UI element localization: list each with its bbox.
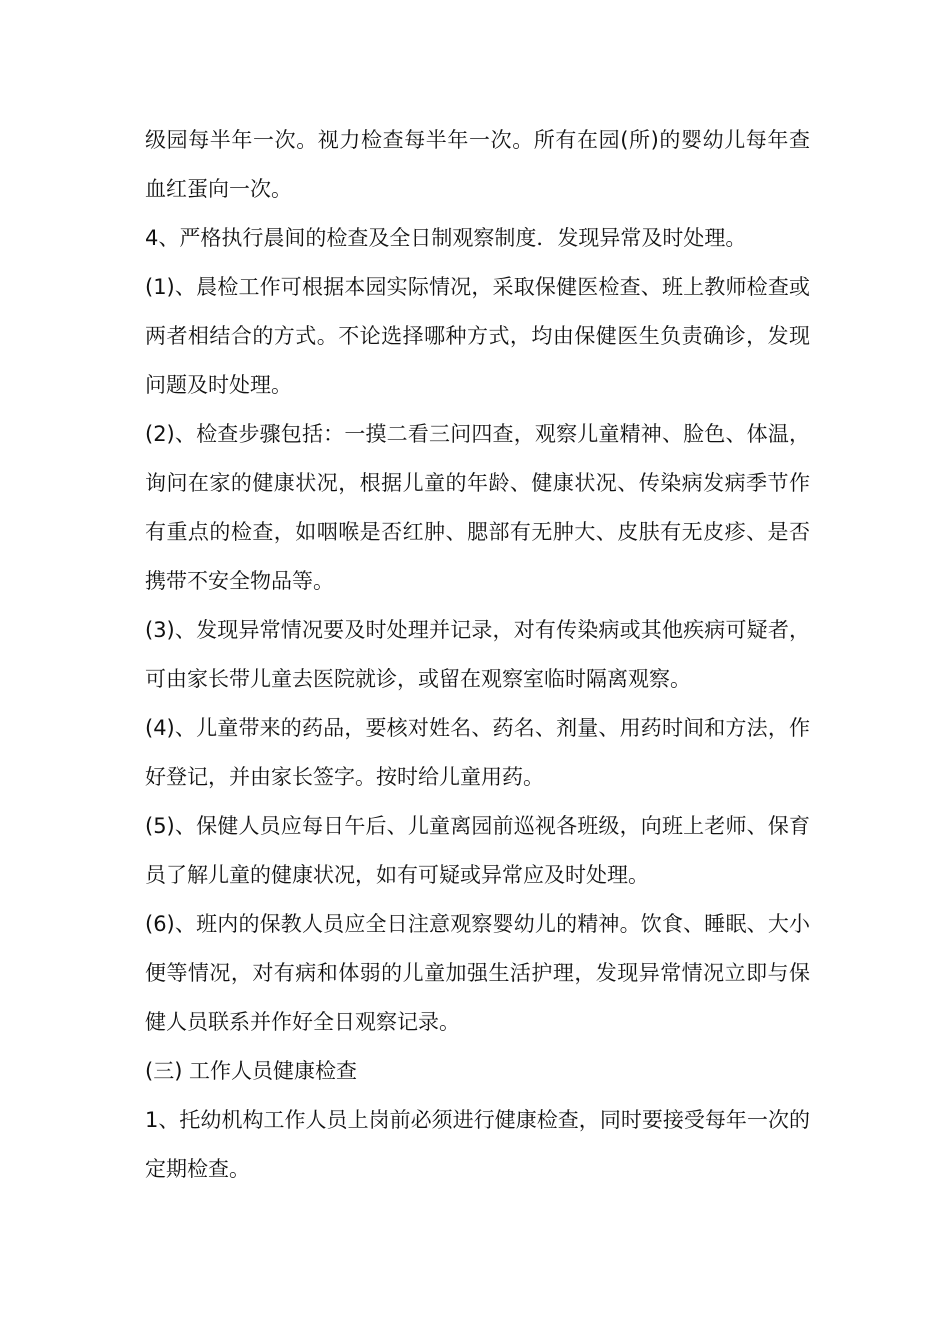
paragraph-item-4-heading: 4、严格执行晨间的检查及全日制观察制度．发现异常及时处理。 xyxy=(145,226,747,250)
paragraph-exam-frequency: 级园每半年一次。视力检查每半年一次。所有在园(所)的婴幼儿每年查血红蛋向一次。 xyxy=(145,128,810,201)
paragraph-item-4-medicine: (4)、儿童带来的药品，要核对姓名、药名、剂量、用药时间和方法，作好登记，并由家长签字。按时给儿童用药。 xyxy=(145,716,810,789)
paragraph-item-5-patrol: (5)、保健人员应每日午后、儿童离园前巡视各班级，向班上老师、保育员了解儿童的健康状况，如有可疑或异常应及时处理。 xyxy=(145,814,810,887)
paragraph-staff-exam: 1、托幼机构工作人员上岗前必须进行健康检查，同时要接受每年一次的定期检查。 xyxy=(145,1108,810,1181)
paragraph-item-1-morning-check: (1)、晨检工作可根据本园实际情况，采取保健医检查、班上教师检查或两者相结合的方式。不论选择哪种方式，均由保健医生负责确诊，发现问题及时处理。 xyxy=(145,275,810,397)
section-heading-staff-health: (三) 工作人员健康检查 xyxy=(145,1059,358,1083)
paragraph-item-3-abnormal: (3)、发现异常情况要及时处理并记录，对有传染病或其他疾病可疑者，可由家长带儿童去医院就诊，或留在观察室临时隔离观察。 xyxy=(145,618,810,691)
paragraph-item-2-check-steps: (2)、检查步骤包括：一摸二看三问四查，观察儿童精神、脸色、体温，询问在家的健康状况，根据儿童的年龄、健康状况、传染病发病季节作有重点的检查，如咽喉是否红肿、腮部有无肿大、皮肤有无皮疹、是否携带不安全物品等。 xyxy=(145,422,810,593)
document-page xyxy=(145,116,810,1194)
paragraph-item-6-observation: (6)、班内的保教人员应全日注意观察婴幼儿的精神。饮食、睡眠、大小便等情况，对有病和体弱的儿童加强生活护理，发现异常情况立即与保健人员联系并作好全日观察记录。 xyxy=(145,912,810,1034)
